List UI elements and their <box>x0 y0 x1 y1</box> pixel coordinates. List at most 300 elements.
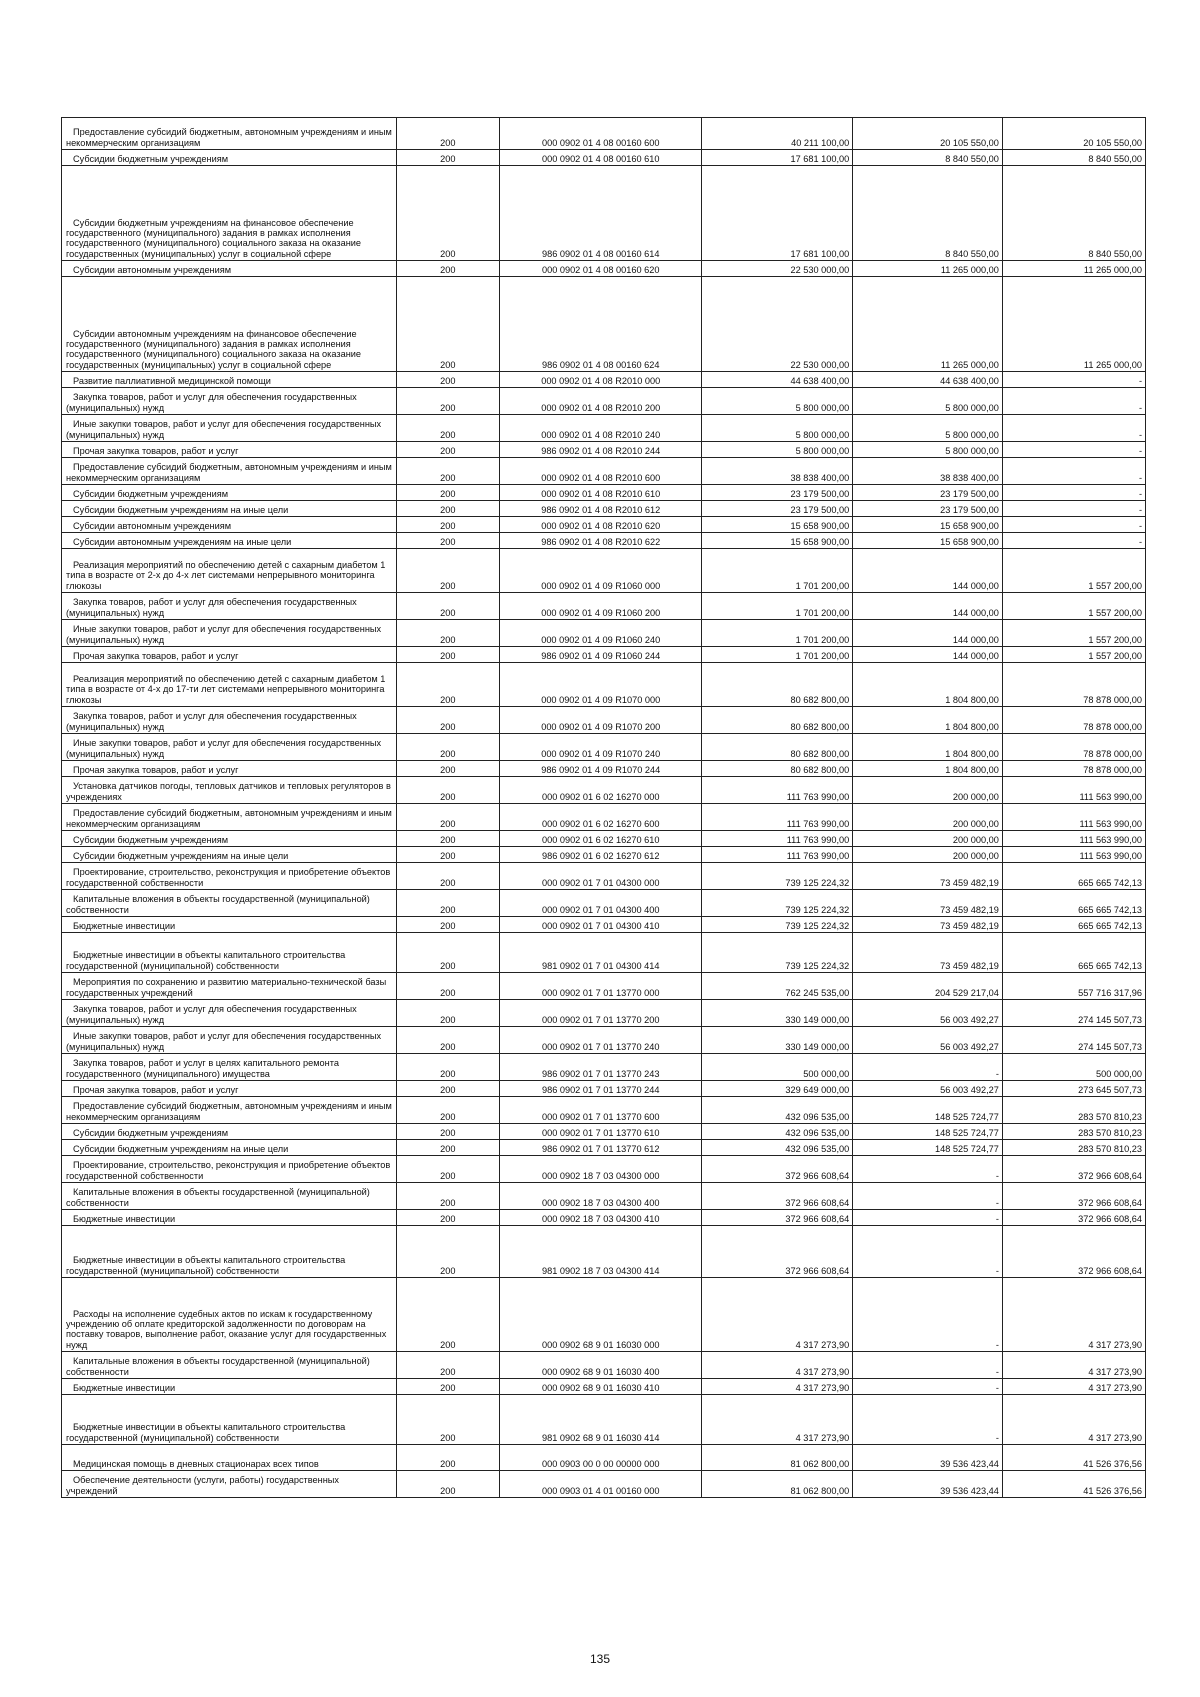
row-line-code-cell: 200 <box>396 1278 499 1352</box>
row-line-code-cell: 200 <box>396 277 499 372</box>
row-name-text: Субсидии бюджетным учреждениям <box>73 1127 229 1138</box>
table-row <box>62 1000 1146 1027</box>
row-line-code-cell: 200 <box>396 372 499 388</box>
row-executed-amount-cell: 39 536 423,44 <box>853 1445 1003 1471</box>
row-classification-code-cell: 000 0902 01 4 08 R2010 240 <box>499 415 701 442</box>
row-classification-code-cell: 000 0902 01 7 01 04300 000 <box>499 863 701 890</box>
row-executed-amount-cell: 144 000,00 <box>853 549 1003 593</box>
table-row <box>62 458 1146 485</box>
row-name-text: Предоставление субсидий бюджетным, автономным учреждениям и иным некоммерческим организациям <box>66 462 392 483</box>
row-line-code-cell: 200 <box>396 118 499 150</box>
row-approved-amount-cell: 5 800 000,00 <box>702 415 853 442</box>
row-unexecuted-amount-cell: 1 557 200,00 <box>1002 620 1145 647</box>
row-executed-amount-cell: 144 000,00 <box>853 647 1003 663</box>
table-row <box>62 261 1146 277</box>
row-line-code-cell: 200 <box>396 150 499 166</box>
row-classification-code-cell: 000 0902 18 7 03 04300 410 <box>499 1210 701 1226</box>
table-row <box>62 890 1146 917</box>
row-classification-code-cell: 000 0902 01 4 08 R2010 620 <box>499 517 701 533</box>
row-unexecuted-amount-cell: - <box>1002 517 1145 533</box>
row-name-cell <box>62 118 397 150</box>
row-unexecuted-amount-cell: 78 878 000,00 <box>1002 761 1145 777</box>
row-executed-amount-cell: 39 536 423,44 <box>853 1471 1003 1498</box>
row-approved-amount-cell: 500 000,00 <box>702 1054 853 1081</box>
table-row <box>62 933 1146 973</box>
row-name-text: Проектирование, строительство, реконструкция и приобретение объектов государственной собственности <box>66 867 391 888</box>
row-name-cell <box>62 415 397 442</box>
row-classification-code-cell: 981 0902 68 9 01 16030 414 <box>499 1395 701 1445</box>
row-executed-amount-cell: - <box>853 1226 1003 1278</box>
row-executed-amount-cell: 5 800 000,00 <box>853 415 1003 442</box>
row-classification-code-cell: 986 0902 01 7 01 13770 243 <box>499 1054 701 1081</box>
table-row <box>62 150 1146 166</box>
row-approved-amount-cell: 5 800 000,00 <box>702 442 853 458</box>
row-classification-code-cell: 986 0902 01 4 08 R2010 612 <box>499 501 701 517</box>
row-approved-amount-cell: 4 317 273,90 <box>702 1379 853 1395</box>
row-name-text: Субсидии бюджетным учреждениям на финансовое обеспечение государственного (муниципального) задания в рамках исполнения государственного (муниципального) социального заказа на оказание государственных (муниципальных) услуг в социальной сфере <box>66 217 362 259</box>
row-line-code-cell: 200 <box>396 1140 499 1156</box>
table-row <box>62 647 1146 663</box>
row-line-code-cell: 200 <box>396 804 499 831</box>
row-classification-code-cell: 000 0902 01 4 09 R1070 000 <box>499 663 701 707</box>
row-executed-amount-cell: 148 525 724,77 <box>853 1124 1003 1140</box>
row-name-cell <box>62 1140 397 1156</box>
table-row <box>62 761 1146 777</box>
table-row <box>62 1183 1146 1210</box>
row-line-code-cell: 200 <box>396 1471 499 1498</box>
row-line-code-cell: 200 <box>396 1226 499 1278</box>
row-executed-amount-cell: 56 003 492,27 <box>853 1027 1003 1054</box>
row-unexecuted-amount-cell: 372 966 608,64 <box>1002 1210 1145 1226</box>
row-unexecuted-amount-cell: 111 563 990,00 <box>1002 847 1145 863</box>
row-unexecuted-amount-cell: 11 265 000,00 <box>1002 261 1145 277</box>
row-name-cell <box>62 1054 397 1081</box>
row-unexecuted-amount-cell: 4 317 273,90 <box>1002 1395 1145 1445</box>
table-row <box>62 734 1146 761</box>
row-classification-code-cell: 000 0902 01 4 08 R2010 610 <box>499 485 701 501</box>
row-classification-code-cell: 000 0902 01 6 02 16270 600 <box>499 804 701 831</box>
row-approved-amount-cell: 1 701 200,00 <box>702 549 853 593</box>
row-line-code-cell: 200 <box>396 388 499 415</box>
row-line-code-cell: 200 <box>396 1000 499 1027</box>
row-unexecuted-amount-cell: 283 570 810,23 <box>1002 1140 1145 1156</box>
page-number: 135 <box>589 1652 611 1666</box>
row-approved-amount-cell: 1 701 200,00 <box>702 620 853 647</box>
row-line-code-cell: 200 <box>396 1097 499 1124</box>
row-unexecuted-amount-cell: 1 557 200,00 <box>1002 593 1145 620</box>
row-name-text: Субсидии автономным учреждениям на финансовое обеспечение государственного (муниципального) задания в рамках исполнения государственного (муниципального) социального заказа на оказание государственных (муниципальных) услуг в социальной сфере <box>66 328 362 370</box>
row-name-text: Субсидии автономным учреждениям на иные цели <box>73 536 292 547</box>
row-name-text: Закупка товаров, работ и услуг для обеспечения государственных (муниципальных) нужд <box>66 597 357 618</box>
table-row <box>62 707 1146 734</box>
row-unexecuted-amount-cell: 4 317 273,90 <box>1002 1379 1145 1395</box>
row-line-code-cell: 200 <box>396 663 499 707</box>
row-name-cell <box>62 1183 397 1210</box>
row-classification-code-cell: 000 0902 01 4 08 00160 600 <box>499 118 701 150</box>
row-executed-amount-cell: 11 265 000,00 <box>853 277 1003 372</box>
table-row <box>62 1124 1146 1140</box>
row-unexecuted-amount-cell: - <box>1002 442 1145 458</box>
row-unexecuted-amount-cell: 372 966 608,64 <box>1002 1226 1145 1278</box>
row-executed-amount-cell: 20 105 550,00 <box>853 118 1003 150</box>
row-unexecuted-amount-cell: 78 878 000,00 <box>1002 663 1145 707</box>
row-line-code-cell: 200 <box>396 458 499 485</box>
row-unexecuted-amount-cell: 1 557 200,00 <box>1002 549 1145 593</box>
row-name-text: Расходы на исполнение судебных актов по искам к государственному учреждению об оплате кредиторской задолженности по договорам на поставку товаров, выполнение работ, оказание услуг для государственных нужд <box>66 1308 387 1350</box>
row-line-code-cell: 200 <box>396 593 499 620</box>
row-line-code-cell: 200 <box>396 1395 499 1445</box>
row-line-code-cell: 200 <box>396 1156 499 1183</box>
table-row <box>62 1379 1146 1395</box>
row-executed-amount-cell: 1 804 800,00 <box>853 663 1003 707</box>
row-line-code-cell: 200 <box>396 647 499 663</box>
row-name-text: Реализация мероприятий по обеспечению детей с сахарным диабетом 1 типа в возрасте от 2-х до 4-х лет системами непрерывного мониторинга глюкозы <box>66 560 386 591</box>
row-name-text: Субсидии бюджетным учреждениям на иные цели <box>73 850 289 861</box>
table-row <box>62 1156 1146 1183</box>
row-line-code-cell: 200 <box>396 549 499 593</box>
row-unexecuted-amount-cell: 273 645 507,73 <box>1002 1081 1145 1097</box>
row-approved-amount-cell: 329 649 000,00 <box>702 1081 853 1097</box>
row-executed-amount-cell: - <box>853 1379 1003 1395</box>
row-name-cell <box>62 890 397 917</box>
row-executed-amount-cell: 144 000,00 <box>853 593 1003 620</box>
row-name-text: Капитальные вложения в объекты государственной (муниципальной) собственности <box>66 1356 370 1377</box>
table-row <box>62 1352 1146 1379</box>
row-unexecuted-amount-cell: 665 665 742,13 <box>1002 890 1145 917</box>
row-executed-amount-cell: - <box>853 1395 1003 1445</box>
row-approved-amount-cell: 432 096 535,00 <box>702 1124 853 1140</box>
row-name-cell <box>62 442 397 458</box>
row-name-text: Бюджетные инвестиции в объекты капитального строительства государственной (муниципальной) собственности <box>66 1255 346 1276</box>
row-line-code-cell: 200 <box>396 501 499 517</box>
row-name-text: Закупка товаров, работ и услуг для обеспечения государственных (муниципальных) нужд <box>66 392 357 413</box>
row-name-text: Закупка товаров, работ и услуг для обеспечения государственных (муниципальных) нужд <box>66 1004 357 1025</box>
row-name-cell <box>62 372 397 388</box>
row-name-text: Прочая закупка товаров, работ и услуг <box>73 764 239 775</box>
row-approved-amount-cell: 22 530 000,00 <box>702 261 853 277</box>
table-row <box>62 533 1146 549</box>
row-approved-amount-cell: 4 317 273,90 <box>702 1278 853 1352</box>
row-executed-amount-cell: 8 840 550,00 <box>853 150 1003 166</box>
row-name-cell <box>62 1379 397 1395</box>
table-row <box>62 863 1146 890</box>
row-classification-code-cell: 986 0902 01 6 02 16270 612 <box>499 847 701 863</box>
table-row <box>62 1140 1146 1156</box>
row-classification-code-cell: 981 0902 18 7 03 04300 414 <box>499 1226 701 1278</box>
table-row <box>62 620 1146 647</box>
row-name-text: Бюджетные инвестиции в объекты капитального строительства государственной (муниципальной) собственности <box>66 1422 346 1443</box>
row-line-code-cell: 200 <box>396 847 499 863</box>
row-classification-code-cell: 986 0902 01 4 08 R2010 244 <box>499 442 701 458</box>
table-row <box>62 917 1146 933</box>
row-name-cell <box>62 917 397 933</box>
row-approved-amount-cell: 4 317 273,90 <box>702 1352 853 1379</box>
row-name-text: Мероприятия по сохранению и развитию материально-технической базы государственных учреждений <box>66 977 387 998</box>
row-line-code-cell: 200 <box>396 485 499 501</box>
row-classification-code-cell: 986 0902 01 4 09 R1060 244 <box>499 647 701 663</box>
row-line-code-cell: 200 <box>396 415 499 442</box>
row-classification-code-cell: 000 0902 01 4 09 R1060 000 <box>499 549 701 593</box>
row-executed-amount-cell: 15 658 900,00 <box>853 517 1003 533</box>
row-name-cell <box>62 1352 397 1379</box>
row-unexecuted-amount-cell: 11 265 000,00 <box>1002 277 1145 372</box>
row-executed-amount-cell: 148 525 724,77 <box>853 1097 1003 1124</box>
row-executed-amount-cell: 144 000,00 <box>853 620 1003 647</box>
row-approved-amount-cell: 5 800 000,00 <box>702 388 853 415</box>
row-name-text: Капитальные вложения в объекты государственной (муниципальной) собственности <box>66 1187 370 1208</box>
row-unexecuted-amount-cell: 274 145 507,73 <box>1002 1000 1145 1027</box>
row-name-cell <box>62 620 397 647</box>
row-classification-code-cell: 000 0902 01 4 08 R2010 600 <box>499 458 701 485</box>
row-name-text: Иные закупки товаров, работ и услуг для обеспечения государственных (муниципальных) нужд <box>66 738 382 759</box>
row-name-cell <box>62 1226 397 1278</box>
row-unexecuted-amount-cell: 111 563 990,00 <box>1002 831 1145 847</box>
row-name-text: Развитие паллиативной медицинской помощи <box>73 375 271 386</box>
row-name-text: Проектирование, строительство, реконструкция и приобретение объектов государственной собственности <box>66 1160 391 1181</box>
row-executed-amount-cell: - <box>853 1183 1003 1210</box>
row-executed-amount-cell: 200 000,00 <box>853 831 1003 847</box>
table-row <box>62 973 1146 1000</box>
row-classification-code-cell: 000 0902 01 7 01 04300 410 <box>499 917 701 933</box>
row-classification-code-cell: 000 0902 68 9 01 16030 410 <box>499 1379 701 1395</box>
row-name-text: Прочая закупка товаров, работ и услуг <box>73 1084 239 1095</box>
table-row <box>62 166 1146 261</box>
row-name-text: Предоставление субсидий бюджетным, автономным учреждениям и иным некоммерческим организациям <box>66 808 392 829</box>
table-row <box>62 804 1146 831</box>
row-executed-amount-cell: 5 800 000,00 <box>853 442 1003 458</box>
row-classification-code-cell: 000 0903 01 4 01 00160 000 <box>499 1471 701 1498</box>
row-unexecuted-amount-cell: 283 570 810,23 <box>1002 1097 1145 1124</box>
table-row <box>62 1395 1146 1445</box>
row-name-text: Субсидии бюджетным учреждениям на иные цели <box>73 1143 289 1154</box>
row-approved-amount-cell: 23 179 500,00 <box>702 501 853 517</box>
row-line-code-cell: 200 <box>396 1210 499 1226</box>
row-unexecuted-amount-cell: - <box>1002 388 1145 415</box>
row-unexecuted-amount-cell: 41 526 376,56 <box>1002 1471 1145 1498</box>
row-line-code-cell: 200 <box>396 890 499 917</box>
row-unexecuted-amount-cell: - <box>1002 458 1145 485</box>
row-name-cell <box>62 593 397 620</box>
table-row <box>62 372 1146 388</box>
row-line-code-cell: 200 <box>396 863 499 890</box>
row-approved-amount-cell: 739 125 224,32 <box>702 890 853 917</box>
row-classification-code-cell: 981 0902 01 7 01 04300 414 <box>499 933 701 973</box>
row-unexecuted-amount-cell: 557 716 317,96 <box>1002 973 1145 1000</box>
row-approved-amount-cell: 111 763 990,00 <box>702 831 853 847</box>
row-classification-code-cell: 000 0902 01 4 09 R1070 200 <box>499 707 701 734</box>
row-name-cell <box>62 1156 397 1183</box>
row-classification-code-cell: 000 0902 01 6 02 16270 000 <box>499 777 701 804</box>
row-approved-amount-cell: 739 125 224,32 <box>702 917 853 933</box>
row-name-cell <box>62 804 397 831</box>
row-classification-code-cell: 000 0902 01 4 08 00160 620 <box>499 261 701 277</box>
row-name-text: Иные закупки товаров, работ и услуг для обеспечения государственных (муниципальных) нужд <box>66 624 382 645</box>
row-unexecuted-amount-cell: 372 966 608,64 <box>1002 1183 1145 1210</box>
row-name-cell <box>62 517 397 533</box>
row-classification-code-cell: 000 0902 01 7 01 13770 610 <box>499 1124 701 1140</box>
row-executed-amount-cell: 56 003 492,27 <box>853 1081 1003 1097</box>
row-name-text: Субсидии автономным учреждениям <box>73 264 232 275</box>
row-approved-amount-cell: 15 658 900,00 <box>702 533 853 549</box>
row-executed-amount-cell: 1 804 800,00 <box>853 761 1003 777</box>
row-name-cell <box>62 1278 397 1352</box>
row-name-text: Капитальные вложения в объекты государственной (муниципальной) собственности <box>66 894 370 915</box>
row-approved-amount-cell: 80 682 800,00 <box>702 663 853 707</box>
row-name-text: Предоставление субсидий бюджетным, автономным учреждениям и иным некоммерческим организациям <box>66 127 392 148</box>
table-row <box>62 1097 1146 1124</box>
table-row <box>62 1445 1146 1471</box>
row-line-code-cell: 200 <box>396 1054 499 1081</box>
row-name-text: Прочая закупка товаров, работ и услуг <box>73 445 239 456</box>
row-executed-amount-cell: - <box>853 1278 1003 1352</box>
row-executed-amount-cell: 200 000,00 <box>853 847 1003 863</box>
row-line-code-cell: 200 <box>396 261 499 277</box>
row-classification-code-cell: 986 0902 01 7 01 13770 244 <box>499 1081 701 1097</box>
row-name-cell <box>62 663 397 707</box>
row-executed-amount-cell: 204 529 217,04 <box>853 973 1003 1000</box>
row-name-cell <box>62 150 397 166</box>
table-row <box>62 517 1146 533</box>
row-approved-amount-cell: 330 149 000,00 <box>702 1000 853 1027</box>
row-approved-amount-cell: 1 701 200,00 <box>702 647 853 663</box>
row-classification-code-cell: 000 0902 01 7 01 04300 400 <box>499 890 701 917</box>
table-row <box>62 1027 1146 1054</box>
row-unexecuted-amount-cell: 4 317 273,90 <box>1002 1278 1145 1352</box>
row-classification-code-cell: 986 0902 01 4 08 00160 614 <box>499 166 701 261</box>
row-approved-amount-cell: 111 763 990,00 <box>702 777 853 804</box>
row-name-cell <box>62 933 397 973</box>
row-unexecuted-amount-cell: 8 840 550,00 <box>1002 150 1145 166</box>
row-name-cell <box>62 166 397 261</box>
table-row <box>62 1278 1146 1352</box>
row-name-cell <box>62 863 397 890</box>
row-line-code-cell: 200 <box>396 442 499 458</box>
row-line-code-cell: 200 <box>396 166 499 261</box>
row-name-cell <box>62 973 397 1000</box>
row-unexecuted-amount-cell: 665 665 742,13 <box>1002 863 1145 890</box>
row-name-cell <box>62 1395 397 1445</box>
table-row <box>62 1054 1146 1081</box>
row-classification-code-cell: 000 0902 01 4 09 R1070 240 <box>499 734 701 761</box>
row-name-cell <box>62 261 397 277</box>
row-name-text: Бюджетные инвестиции <box>73 1382 176 1393</box>
row-line-code-cell: 200 <box>396 533 499 549</box>
row-line-code-cell: 200 <box>396 831 499 847</box>
table-row <box>62 549 1146 593</box>
row-classification-code-cell: 000 0902 01 4 09 R1060 240 <box>499 620 701 647</box>
table-row <box>62 388 1146 415</box>
row-executed-amount-cell: 15 658 900,00 <box>853 533 1003 549</box>
row-classification-code-cell: 000 0902 18 7 03 04300 400 <box>499 1183 701 1210</box>
row-unexecuted-amount-cell: 78 878 000,00 <box>1002 734 1145 761</box>
row-unexecuted-amount-cell: - <box>1002 415 1145 442</box>
row-unexecuted-amount-cell: 665 665 742,13 <box>1002 933 1145 973</box>
row-executed-amount-cell: 8 840 550,00 <box>853 166 1003 261</box>
row-line-code-cell: 200 <box>396 1183 499 1210</box>
row-name-text: Медицинская помощь в дневных стационарах всех типов <box>73 1458 319 1469</box>
row-classification-code-cell: 000 0902 01 4 08 R2010 000 <box>499 372 701 388</box>
row-executed-amount-cell: 56 003 492,27 <box>853 1000 1003 1027</box>
row-approved-amount-cell: 762 245 535,00 <box>702 973 853 1000</box>
row-classification-code-cell: 000 0902 01 4 08 R2010 200 <box>499 388 701 415</box>
row-line-code-cell: 200 <box>396 734 499 761</box>
row-executed-amount-cell: 23 179 500,00 <box>853 501 1003 517</box>
row-approved-amount-cell: 80 682 800,00 <box>702 734 853 761</box>
row-classification-code-cell: 000 0902 01 7 01 13770 600 <box>499 1097 701 1124</box>
table-row <box>62 1471 1146 1498</box>
row-unexecuted-amount-cell: 500 000,00 <box>1002 1054 1145 1081</box>
row-classification-code-cell: 000 0902 68 9 01 16030 000 <box>499 1278 701 1352</box>
row-unexecuted-amount-cell: 111 563 990,00 <box>1002 777 1145 804</box>
row-line-code-cell: 200 <box>396 917 499 933</box>
row-approved-amount-cell: 80 682 800,00 <box>702 707 853 734</box>
row-name-text: Установка датчиков погоды, тепловых датчиков и тепловых регуляторов в учреждениях <box>66 781 391 802</box>
row-executed-amount-cell: 5 800 000,00 <box>853 388 1003 415</box>
row-unexecuted-amount-cell: 78 878 000,00 <box>1002 707 1145 734</box>
row-name-text: Субсидии бюджетным учреждениям на иные цели <box>73 504 289 515</box>
row-approved-amount-cell: 38 838 400,00 <box>702 458 853 485</box>
row-line-code-cell: 200 <box>396 1379 499 1395</box>
table-row <box>62 1210 1146 1226</box>
row-executed-amount-cell: 1 804 800,00 <box>853 707 1003 734</box>
row-name-cell <box>62 1000 397 1027</box>
row-name-cell <box>62 1445 397 1471</box>
row-classification-code-cell: 000 0902 01 4 08 00160 610 <box>499 150 701 166</box>
table-row <box>62 118 1146 150</box>
row-name-cell <box>62 707 397 734</box>
row-classification-code-cell: 986 0902 01 4 08 R2010 622 <box>499 533 701 549</box>
row-line-code-cell: 200 <box>396 1352 499 1379</box>
row-name-text: Субсидии бюджетным учреждениям <box>73 488 229 499</box>
row-unexecuted-amount-cell: 111 563 990,00 <box>1002 804 1145 831</box>
row-executed-amount-cell: - <box>853 1054 1003 1081</box>
budget-table <box>61 117 1146 1498</box>
row-approved-amount-cell: 111 763 990,00 <box>702 804 853 831</box>
row-classification-code-cell: 986 0902 01 7 01 13770 612 <box>499 1140 701 1156</box>
row-line-code-cell: 200 <box>396 973 499 1000</box>
row-line-code-cell: 200 <box>396 1124 499 1140</box>
row-name-cell <box>62 549 397 593</box>
row-unexecuted-amount-cell: - <box>1002 485 1145 501</box>
row-approved-amount-cell: 372 966 608,64 <box>702 1210 853 1226</box>
row-line-code-cell: 200 <box>396 777 499 804</box>
row-name-text: Иные закупки товаров, работ и услуг для обеспечения государственных (муниципальных) нужд <box>66 419 382 440</box>
row-approved-amount-cell: 40 211 100,00 <box>702 118 853 150</box>
row-name-text: Предоставление субсидий бюджетным, автономным учреждениям и иным некоммерческим организациям <box>66 1101 392 1122</box>
row-name-cell <box>62 501 397 517</box>
row-name-cell <box>62 1027 397 1054</box>
row-name-cell <box>62 777 397 804</box>
row-classification-code-cell: 000 0902 18 7 03 04300 000 <box>499 1156 701 1183</box>
row-executed-amount-cell: - <box>853 1352 1003 1379</box>
row-approved-amount-cell: 80 682 800,00 <box>702 761 853 777</box>
row-approved-amount-cell: 81 062 800,00 <box>702 1471 853 1498</box>
row-name-text: Иные закупки товаров, работ и услуг для обеспечения государственных (муниципальных) нужд <box>66 1031 382 1052</box>
row-name-cell <box>62 734 397 761</box>
row-approved-amount-cell: 4 317 273,90 <box>702 1395 853 1445</box>
row-approved-amount-cell: 17 681 100,00 <box>702 166 853 261</box>
row-executed-amount-cell: 11 265 000,00 <box>853 261 1003 277</box>
row-executed-amount-cell: 200 000,00 <box>853 777 1003 804</box>
row-name-cell <box>62 458 397 485</box>
table-row <box>62 415 1146 442</box>
row-name-cell <box>62 831 397 847</box>
row-classification-code-cell: 000 0902 01 7 01 13770 000 <box>499 973 701 1000</box>
row-approved-amount-cell: 372 966 608,64 <box>702 1226 853 1278</box>
row-name-cell <box>62 1210 397 1226</box>
row-name-cell <box>62 761 397 777</box>
row-approved-amount-cell: 432 096 535,00 <box>702 1097 853 1124</box>
